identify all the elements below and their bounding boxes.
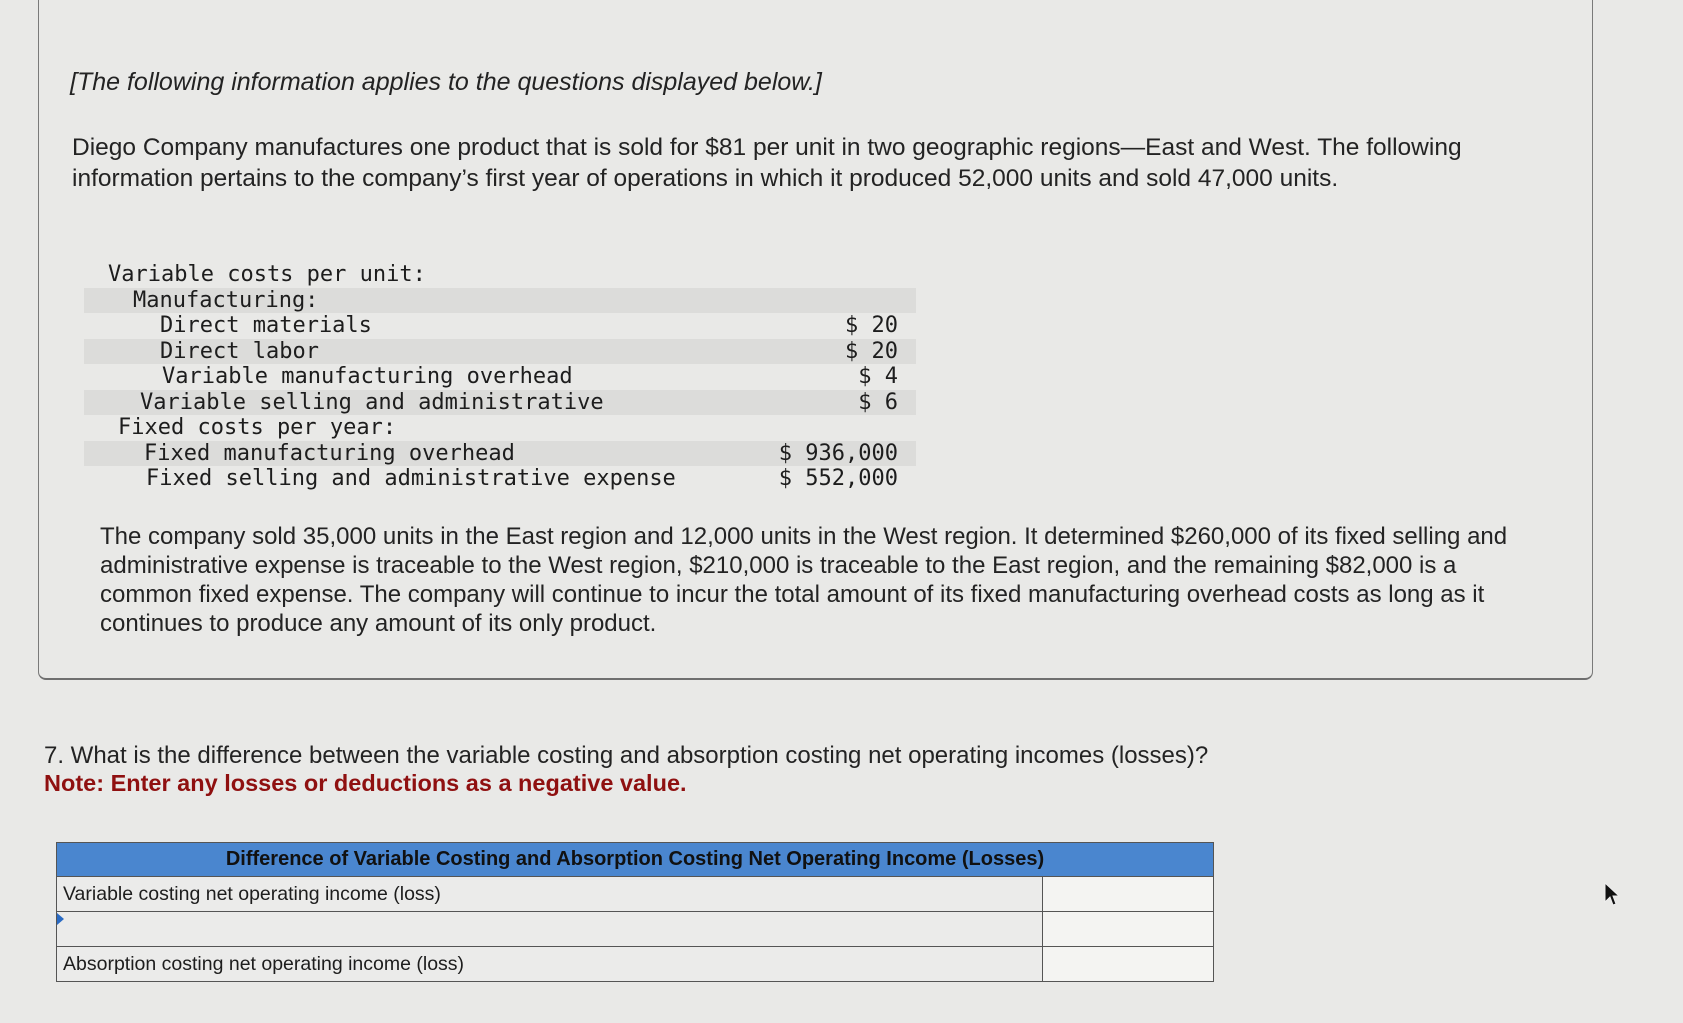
variable-sga-label: Variable selling and administrative [140, 389, 604, 415]
fixed-overhead-value: $ 936,000 [778, 440, 898, 466]
absorption-costing-input[interactable] [1043, 947, 1213, 981]
answer-table-title: Difference of Variable Costing and Absorption Costing Net Operating Income (Losses) [57, 843, 1213, 877]
question-text: 7. What is the difference between the variable costing and absorption costing net operating incomes (losses)? [44, 742, 1209, 769]
manufacturing-header: Manufacturing: [133, 287, 319, 313]
answer-row-variable [57, 877, 1213, 912]
flag-icon [57, 913, 64, 925]
cost-row-manufacturing [84, 288, 916, 314]
fixed-costs-header: Fixed costs per year: [118, 415, 397, 440]
variable-sga-value: $ 6 [858, 389, 898, 415]
difference-input[interactable] [1043, 912, 1213, 946]
absorption-costing-label: Absorption costing net operating income (loss) [57, 947, 1043, 981]
blank-label-cell[interactable] [57, 912, 1043, 946]
cost-row-fixed-overhead [84, 441, 916, 467]
variable-overhead-value: $ 4 [858, 364, 898, 389]
cost-row-direct-labor [84, 339, 916, 365]
cost-row-variable-sga [84, 390, 916, 416]
direct-labor-value: $ 20 [845, 338, 898, 364]
answer-table [56, 842, 1214, 982]
intro-paragraph: Diego Company manufactures one product that is sold for $81 per unit in two geographic regions—East and West. The following information pertains to the company’s first year of operations in which it produced 52,000 units and sold 47,000 units. [72, 134, 1462, 192]
details-paragraph: The company sold 35,000 units in the East region and 12,000 units in the West region. It determined $260,000 of its fixed selling and administrative expense is traceable to the West region, $210,000 is traceable to the East region, and the remaining $82,000 is a common fixed expense. The company will continue to incur the total amount of its fixed manufacturing overhead costs as long as it continues to produce any amount of its only product. [100, 523, 1508, 637]
fixed-sga-value: $ 552,000 [778, 466, 898, 491]
header-note: [The following information applies to the questions displayed below.] [70, 68, 822, 96]
variable-costing-label: Variable costing net operating income (loss) [57, 877, 1043, 911]
variable-costing-input[interactable] [1043, 877, 1213, 911]
variable-costing-input-cell [1043, 877, 1213, 911]
direct-materials-label: Direct materials [160, 313, 372, 338]
cost-row-direct-materials [84, 313, 916, 339]
cost-table [84, 262, 916, 492]
cost-row-fixed-header [84, 415, 916, 441]
answer-row-absorption [57, 947, 1213, 981]
mouse-pointer-icon [1603, 882, 1621, 908]
question-note: Note: Enter any losses or deductions as a negative value. [44, 770, 687, 796]
cost-row-variable-header [84, 262, 916, 288]
direct-materials-value: $ 20 [845, 313, 898, 338]
absorption-costing-input-cell [1043, 947, 1213, 981]
variable-costs-header: Variable costs per unit: [108, 262, 426, 287]
cost-row-fixed-sga [84, 466, 916, 492]
cost-row-variable-overhead [84, 364, 916, 390]
answer-row-blank [57, 912, 1213, 947]
variable-overhead-label: Variable manufacturing overhead [162, 364, 573, 389]
fixed-overhead-label: Fixed manufacturing overhead [144, 440, 515, 466]
blank-input-cell [1043, 912, 1213, 946]
direct-labor-label: Direct labor [160, 338, 319, 364]
fixed-sga-label: Fixed selling and administrative expense [146, 466, 676, 491]
